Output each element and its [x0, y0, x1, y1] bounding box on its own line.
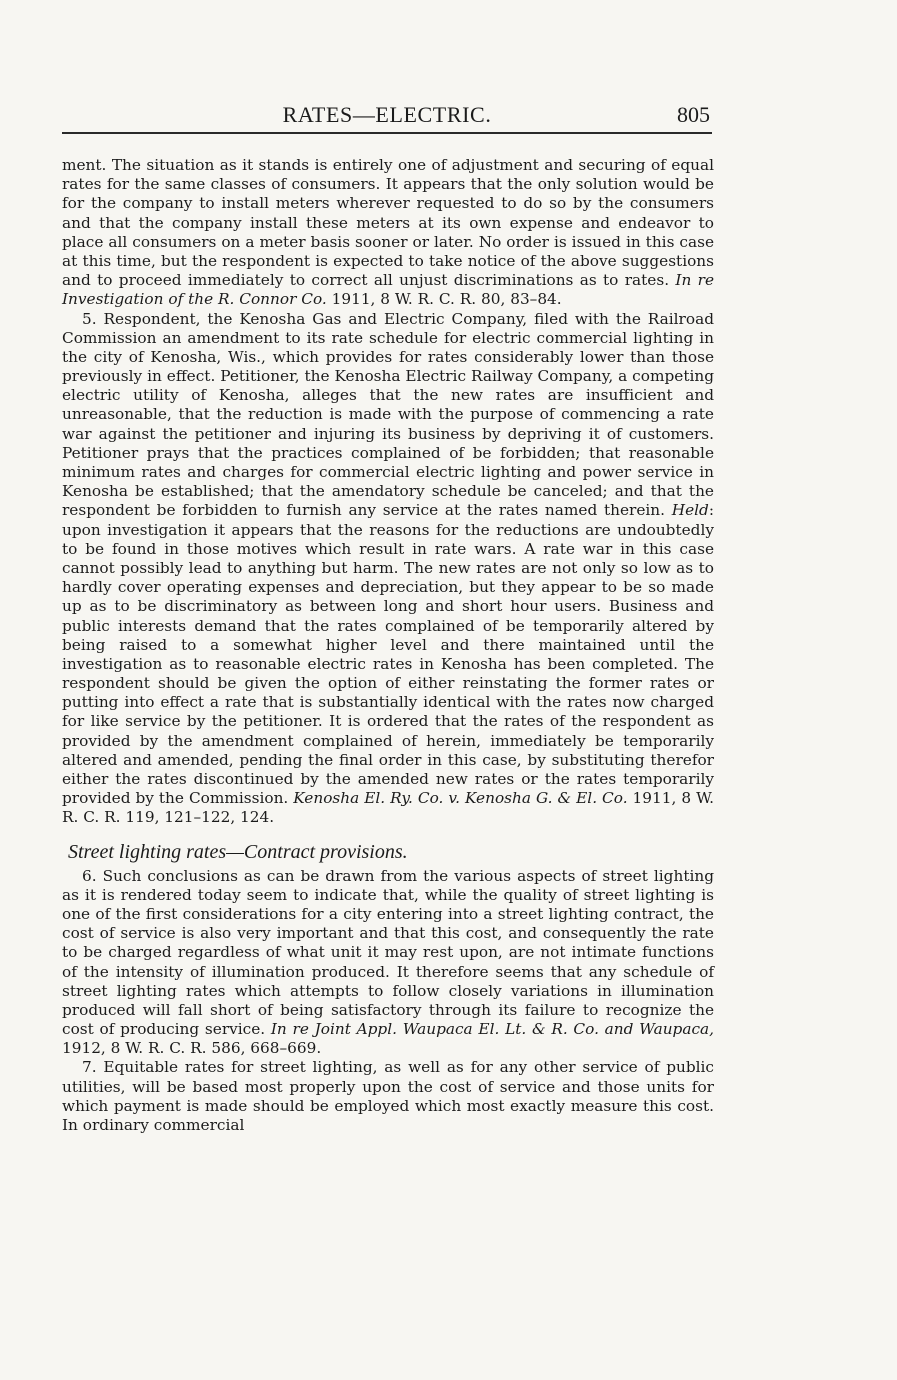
case-citation: In re Joint Appl. Waupaca El. Lt. & R. Co. and Waupaca,: [270, 1020, 715, 1039]
paragraph-7: 7. Equitable rates for street lighting, as well as for any other service of public utilities, will be based most properly upon the cost of service and those units for which payment is made should be employed which most exactly measure this cost. In ordinary commercial: [62, 1058, 714, 1134]
page-body: [62, 156, 714, 1135]
case-citation: Kenosha El. Ry. Co. v. Kenosha G. & El. Co.: [293, 789, 628, 808]
running-title: RATES—ELECTRIC.: [282, 102, 492, 127]
paragraph-continued: ment. The situation as it stands is entirely one of adjustment and securing of equal rates for the same classes of consumers. It appears that the only solution would be for the company to install meters wherever requested to do so by the consumers and that the company install these meters at its own expense and endeavor to place all consumers on a meter basis sooner or later. No order is issued in this case at this time, but the respondent is expected to take notice of the above suggestions and to proceed immediately to correct all unjust discriminations as to rates. In re Investigation of the R. Connor Co. 1911, 8 W. R. C. R. 80, 83–84.: [62, 156, 714, 309]
paragraph-5: 5. Respondent, the Kenosha Gas and Electric Company, filed with the Railroad Commission an amendment to its rate schedule for electric commercial lighting in the city of Kenosha, Wis., which provides for rates considerably lower than those previously in effect. Petitioner, the Kenosha Electric Railway Company, a competing electric utility of Kenosha, alleges that the new rates are insufficient and unreasonable, that the reduction is made with the purpose of commencing a rate war against the petitioner and injuring its business by depriving it of customers. Petitioner prays that the practices complained of be forbidden; that reasonable minimum rates and charges for commercial electric lighting and power service in Kenosha be established; that the amendatory schedule be canceled; and that the respondent be forbidden to furnish any service at the rates named therein. Held: upon investigation it appears that the reasons for the reductions are undoubtedly to be found in those motives which result in rate wars. A rate war in this case cannot possibly lead to anything but harm. The new rates are not only so low as to hardly cover operating expenses and depreciation, but they appear to be so made up as to be discriminatory as between long and short hour users. Business and public interests demand that the rates complained of be temporarily altered by being raised to a somewhat higher level and there maintained until the investigation as to reasonable electric rates in Kenosha has been completed. The respondent should be given the option of either reinstating the former rates or putting into effect a rate that is substantially identical with the rates now charged for like service by the petitioner. It is ordered that the rates of the respondent as provided by the amendment complained of herein, immediately be temporarily altered and amended, pending the final order in this case, by substituting therefor either the rates discontinued by the amended new rates or the rates temporarily provided by the Commission. Kenosha El. Ry. Co. v. Kenosha G. & El. Co. 1911, 8 W. R. C. R. 119, 121–122, 124.: [62, 309, 714, 827]
case-citation: In re Investigation of the R. Connor Co.: [62, 271, 714, 309]
paragraph-6: 6. Such conclusions as can be drawn from the various aspects of street lighting as it is rendered today seem to indicate that, while the quality of street lighting is one of the first considerations for a city entering into a street lighting contract, the cost of service is also very important and that this cost, and consequently the rate to be charged regardless of what unit it may rest upon, are not intimate functions of the intensity of illumination produced. It therefore seems that any schedule of street lighting rates which attempts to follow closely variations in illumination produced will fall short of being satisfactory through its failure to recognize the cost of producing service. In re Joint Appl. Waupaca El. Lt. & R. Co. and Waupaca, 1912, 8 W. R. C. R. 586, 668–669.: [62, 866, 715, 1058]
running-header: [62, 98, 712, 134]
held-label: Held: [671, 501, 709, 520]
section-heading: Street lighting rates—Contract provisions.: [68, 840, 408, 863]
page-number: 805: [677, 102, 710, 127]
